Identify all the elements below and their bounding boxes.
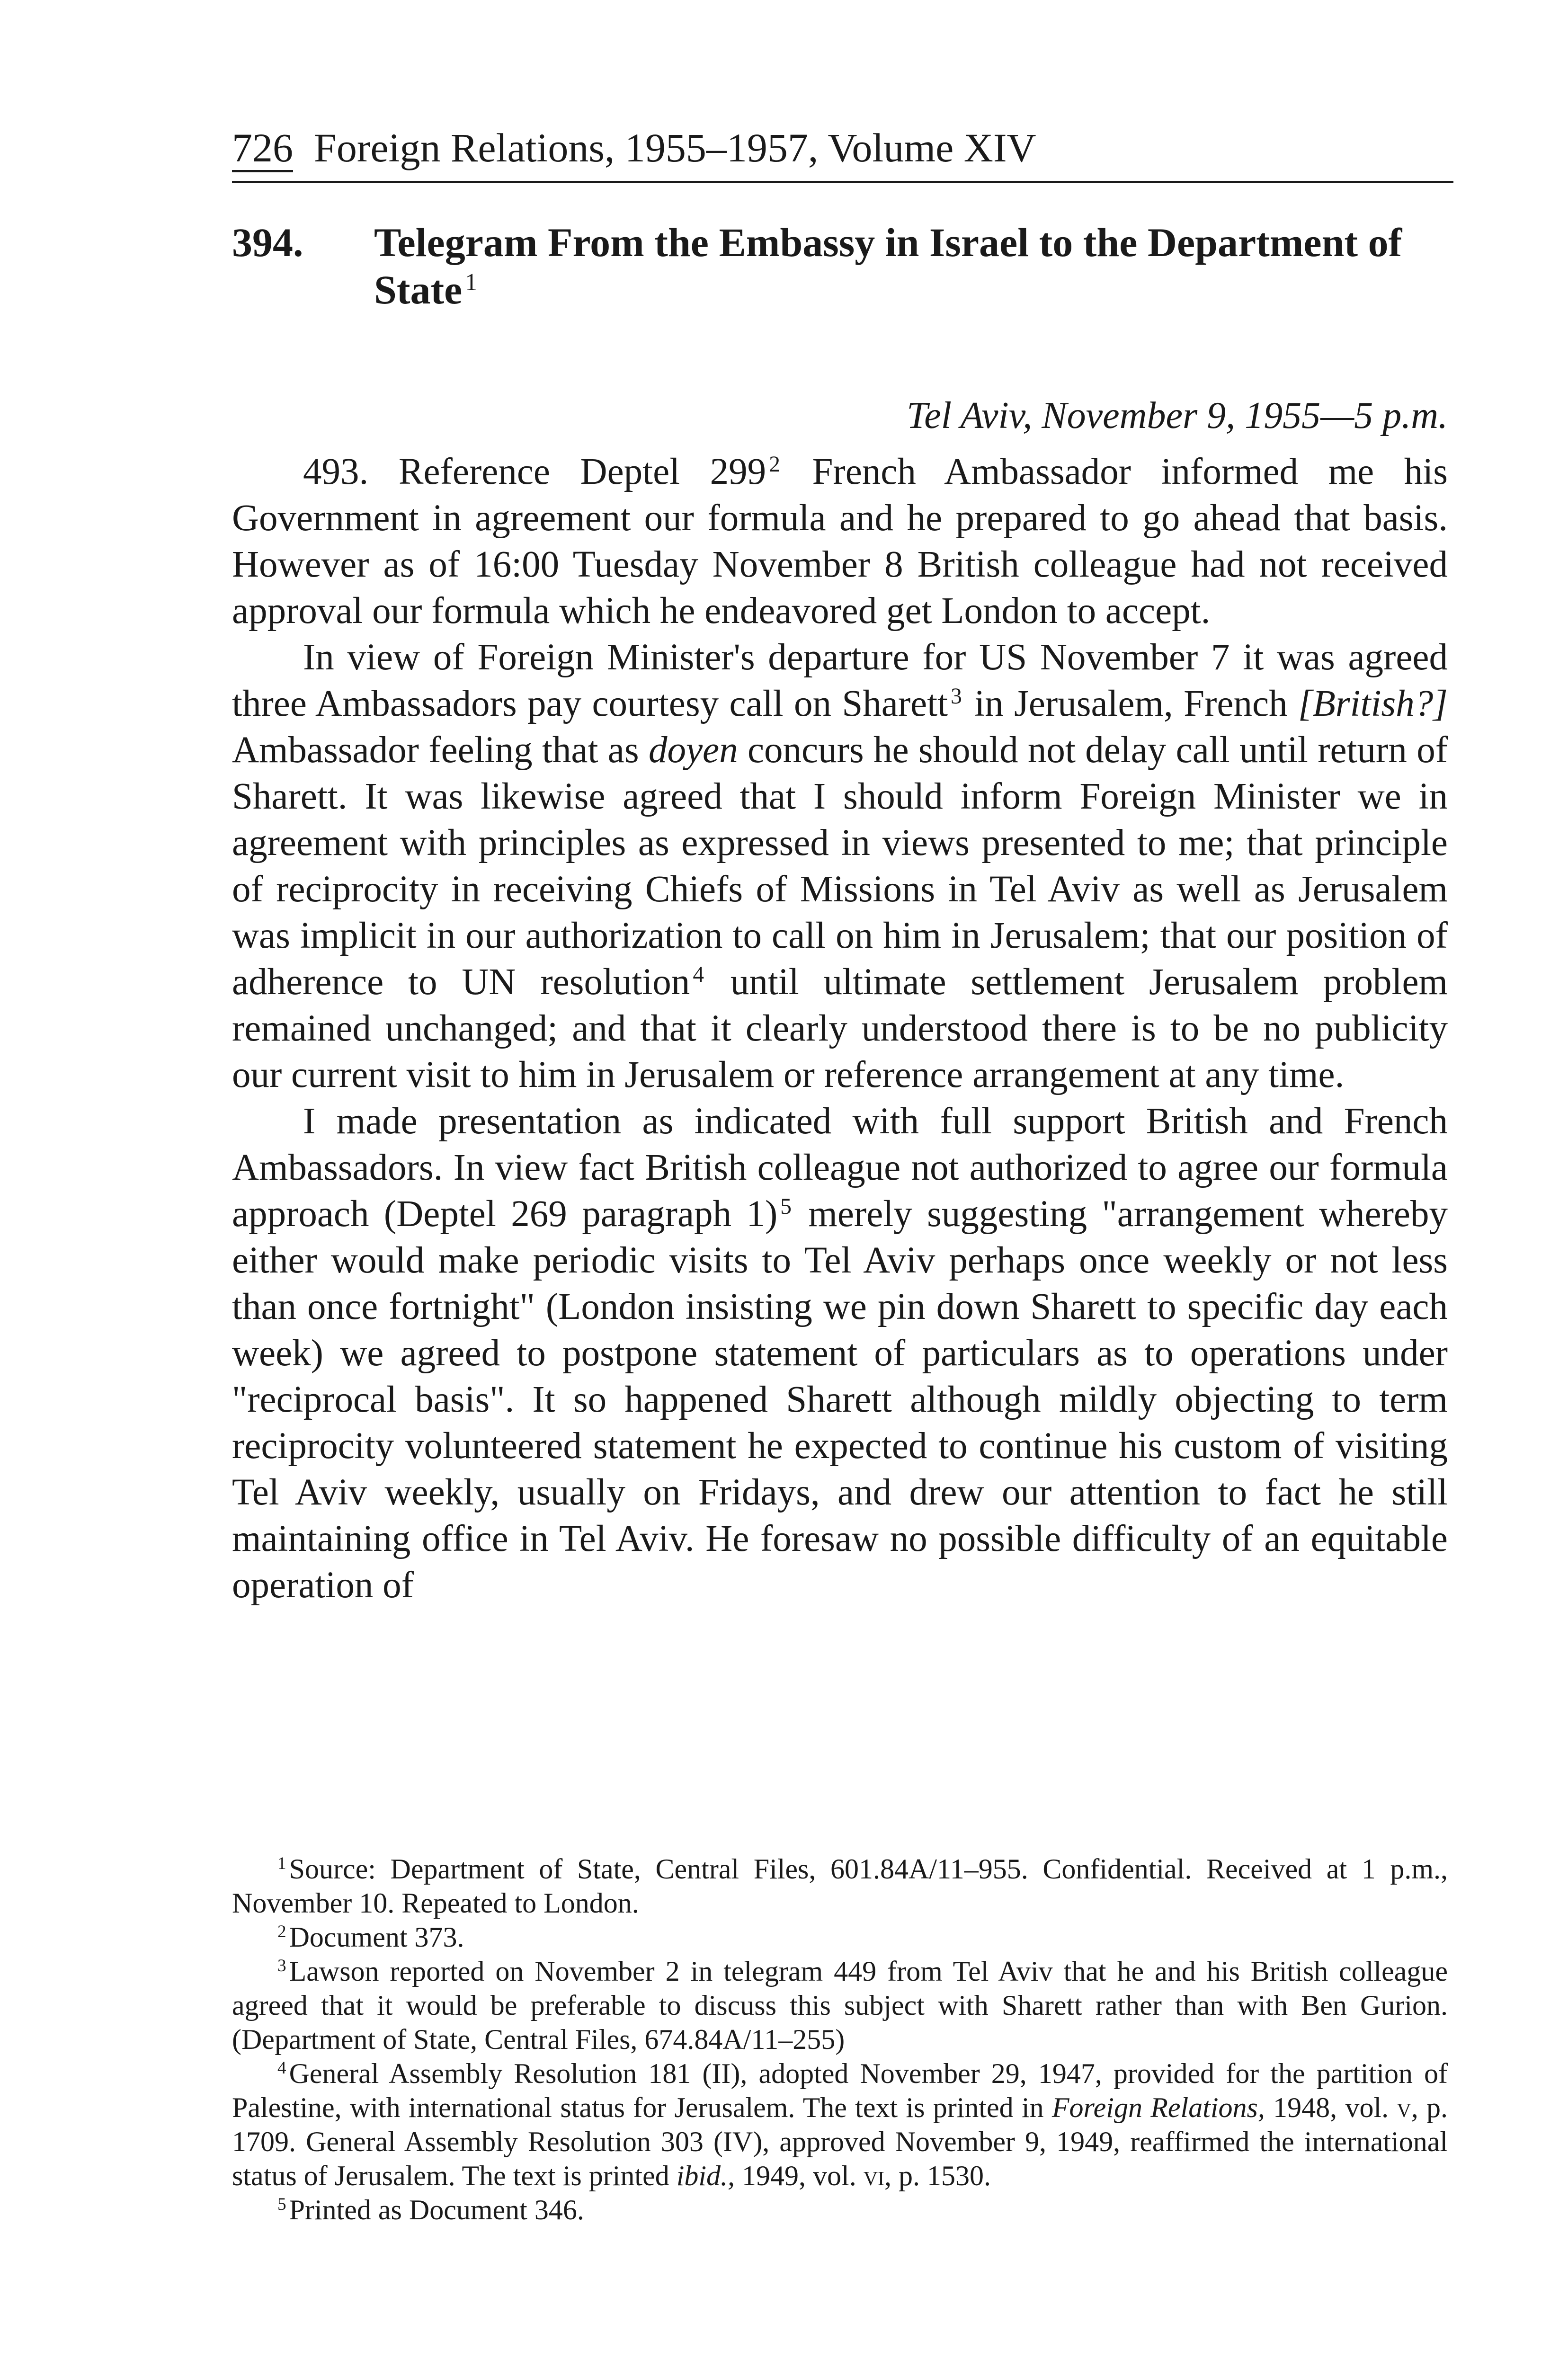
footnote-1: [232, 1852, 1448, 1920]
footnote-4-number: 4: [277, 2058, 286, 2078]
footnote-3: [232, 1954, 1448, 2056]
paragraph-3: [232, 1098, 1448, 1609]
footnote-2-text: Document 373.: [289, 1922, 464, 1953]
footnote-4-volume-v: v: [1397, 2092, 1411, 2123]
page-number: 726: [232, 125, 293, 170]
paragraph-2-text-d: Ambassador feeling that as: [232, 730, 639, 771]
footnote-ref-2: 2: [769, 452, 780, 477]
footnote-4-text-g: 1949, vol.: [742, 2160, 856, 2191]
paragraph-1-text-a: 493. Reference Deptel 299: [303, 451, 766, 492]
footnote-4-text-e: , p. 1709. General Assembly Resolution 303 (IV), approved November 9, 1949, reaffirmed the international status of Jerusalem. The text is printed: [232, 2092, 1448, 2191]
footnote-5-number: 5: [277, 2194, 286, 2214]
paragraph-2-text-a: In view of Foreign Minister's departure for US November 7 it was agreed three Ambassadors pay courtesy call on Sharett: [232, 637, 1448, 724]
paragraph-3-text-a: I made presentation as indicated with full support British and French Ambassadors. In view fact British colleague not authorized to agree our formula approach (Deptel 269 paragraph 1): [232, 1101, 1448, 1235]
paragraph-2-text-b: in Jerusalem, French: [974, 683, 1288, 724]
footnote-3-number: 3: [277, 1956, 286, 1975]
running-head: [232, 124, 1453, 183]
series-title: Foreign Relations, 1955–1957, Volume XIV: [314, 125, 1036, 170]
italic-term-doyen: doyen: [648, 730, 738, 771]
footnote-2: [232, 1920, 1448, 1954]
paragraph-2-text-f: concurs he should not delay call until return of Sharett. It was likewise agreed that I should inform Foreign Minister we in agreement with principles as expressed in views presented to me; that principle of reciprocity in receiving Chiefs of Missions in Tel Aviv as well as Jerusalem was implicit in our authorization to call on him in Jerusalem; that our position of adherence to UN resolution: [232, 730, 1448, 1003]
footnote-ref-5: 5: [780, 1194, 792, 1219]
footnote-4-text-i: , p. 1530.: [884, 2160, 991, 2191]
footnote-ref-1: 1: [465, 268, 478, 296]
paragraph-3-text-b: merely suggesting "arrangement whereby either would make periodic visits to Tel Aviv perhaps once weekly or not less than once fortnight" (London insisting we pin down Sharett to specific day each week) we agreed to postpone statement of particulars as to operations under "reciprocal basis". It so happened Sharett although mildly objecting to term reciprocity volunteered statement he expected to continue his custom of visiting Tel Aviv weekly, usually on Fridays, and drew our attention to fact he still maintaining office in Tel Aviv. He foresaw no possible difficulty of an equitable operation of: [232, 1193, 1448, 1606]
footnote-4-text-c: 1948, vol.: [1273, 2092, 1389, 2123]
footnote-ref-4: 4: [693, 962, 704, 987]
footnote-1-number: 1: [277, 1853, 286, 1873]
document-title: [374, 219, 1453, 313]
footnote-4-text-a: General Assembly Resolution 181 (II), adopted November 29, 1947, provided for the partition of Palestine, with international status for Jerusalem. The text is printed in: [232, 2058, 1448, 2123]
dateline: Tel Aviv, November 9, 1955—5 p.m.: [907, 395, 1448, 436]
footnote-3-text: Lawson reported on November 2 in telegram 449 from Tel Aviv that he and his British colleague agreed that it would be preferable to discuss this subject with Sharett rather than with Ben Gurion. (Department of State, Central Files, 674.84A/11–255): [232, 1956, 1448, 2055]
footnote-4-volume-vi: vi: [863, 2160, 885, 2191]
paragraph-2-text-g: until ultimate settlement Jerusalem problem remained unchanged; and that it clearly understood there is to be no publicity our current visit to him in Jerusalem or reference arrangement at any time.: [232, 961, 1448, 1095]
paragraph-2: [232, 634, 1448, 1098]
footnote-ref-3: 3: [951, 684, 962, 709]
footnote-1-text: Source: Department of State, Central Files, 601.84A/11–955. Confidential. Received at 1 p.m., November 10. Repeated to London.: [232, 1853, 1448, 1919]
telegram-body: [232, 449, 1448, 1609]
editorial-insertion: [British?]: [1298, 683, 1448, 724]
document-title-text: Telegram From the Embassy in Israel to the Department of State: [374, 220, 1402, 312]
footnote-4-ibid: ibid.,: [676, 2160, 735, 2191]
footnote-4-italic-title: Foreign Relations,: [1051, 2092, 1265, 2123]
footnote-5: [232, 2193, 1448, 2227]
footnote-5-text: Printed as Document 346.: [289, 2194, 584, 2225]
footnotes: [232, 1852, 1448, 2227]
footnote-4: [232, 2056, 1448, 2193]
document-number: 394.: [232, 220, 303, 265]
paragraph-1: [232, 449, 1448, 634]
paragraph-1-text-b: French Ambassador informed me his Government in agreement our formula and he prepared to go ahead that basis. However as of 16:00 Tuesday November 8 British colleague had not received approval our formula which he endeavored get London to accept.: [232, 451, 1448, 632]
footnote-2-number: 2: [277, 1922, 286, 1941]
